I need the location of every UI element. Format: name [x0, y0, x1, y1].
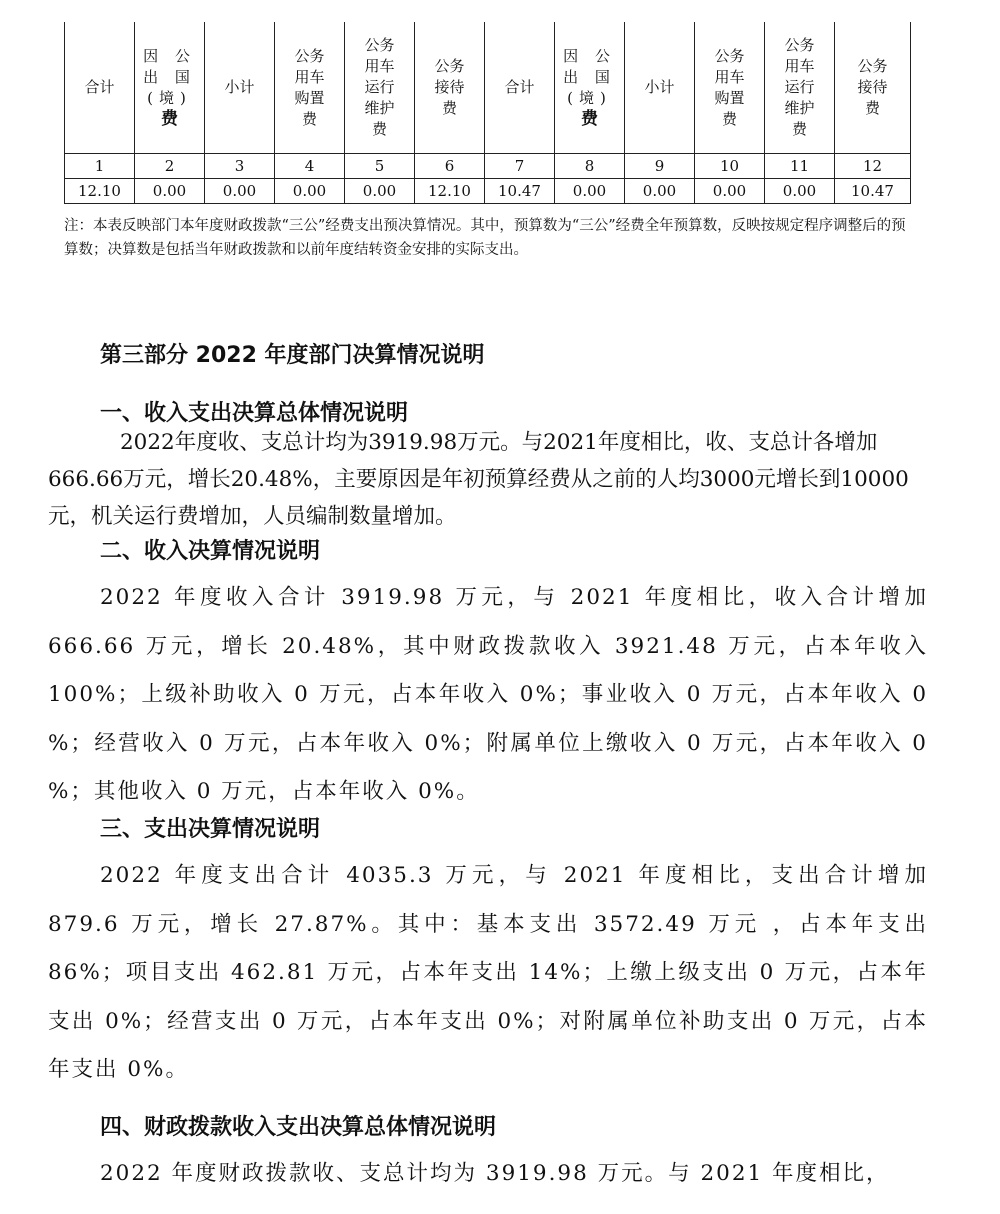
value-cell: 0.00 [695, 179, 765, 204]
value-cell: 0.00 [275, 179, 345, 204]
index-cell: 9 [625, 154, 695, 179]
index-cell: 12 [835, 154, 911, 179]
value-cell: 12.10 [65, 179, 135, 204]
header-cell: 小计 [205, 22, 275, 154]
index-cell: 2 [135, 154, 205, 179]
value-cell: 10.47 [835, 179, 911, 204]
three-public-expenses-table [64, 22, 911, 204]
index-cell: 11 [765, 154, 835, 179]
header-cell: 公务 接待 费 [415, 22, 485, 154]
header-cell: 合计 [65, 22, 135, 154]
index-cell: 7 [485, 154, 555, 179]
index-cell: 6 [415, 154, 485, 179]
index-cell: 1 [65, 154, 135, 179]
table-header-row [65, 22, 911, 154]
section-title: 一、收入支出决算总体情况说明 [100, 401, 409, 426]
header-cell: 公务 用车 运行 维护 费 [765, 22, 835, 154]
header-cell: 合计 [485, 22, 555, 154]
value-cell: 0.00 [625, 179, 695, 204]
section-title: 二、收入决算情况说明 [100, 539, 321, 564]
index-cell: 4 [275, 154, 345, 179]
header-cell: 公务 用车 购置 费 [275, 22, 345, 154]
section-body-text: 2022 年度支出合计 4035.3 万元，与 2021 年度相比，支出合计增加 879.6 万元，增长 27.87%。其中：基本支出 3572.49 万元 ，占本年支出 86%；项目支出 462.81 万元，占本年支出 14%；上缴上级支出 0 万元，占本年支出 0%；经营支出 0 万元，占本年支出 0%；对附属单位补助支出 0 万元，占本年支出 0%。 [48, 863, 928, 1082]
index-cell: 5 [345, 154, 415, 179]
value-cell: 0.00 [205, 179, 275, 204]
header-cell: 公务 用车 运行 维护 费 [345, 22, 415, 154]
value-cell: 0.00 [135, 179, 205, 204]
header-cell: 因 公 出 国 (境) 费 [135, 22, 205, 154]
part-title: 第三部分 2022 年度部门决算情况说明 [100, 343, 485, 368]
table-value-row [65, 179, 911, 204]
header-cell: 公务 用车 购置 费 [695, 22, 765, 154]
value-cell: 10.47 [485, 179, 555, 204]
section-body-text: 2022 年度财政拨款收、支总计均为 3919.98 万元。与 2021 年度相比， [100, 1161, 890, 1186]
index-cell: 8 [555, 154, 625, 179]
table-index-row [65, 154, 911, 179]
value-cell: 12.10 [415, 179, 485, 204]
value-cell: 0.00 [345, 179, 415, 204]
section-body [48, 1150, 928, 1199]
value-cell: 0.00 [555, 179, 625, 204]
section-body [48, 424, 928, 535]
section-body [48, 852, 928, 1095]
section-title: 三、支出决算情况说明 [100, 817, 321, 842]
value-cell: 0.00 [765, 179, 835, 204]
section-body-text: 2022年度收、支总计均为3919.98万元。与2021年度相比，收、支总计各增加666.66万元，增长20.48%，主要原因是年初预算经费从之前的人均3000元增长到10000元，机关运行费增加，人员编制数量增加。 [48, 430, 909, 529]
index-cell: 3 [205, 154, 275, 179]
table-note: 注：本表反映部门本年度财政拨款“三公”经费支出预决算情况。其中，预算数为“三公”经费全年预算数，反映按规定程序调整后的预算数；决算数是包括当年财政拨款和以前年度结转资金安排的实际支出。 [64, 218, 906, 258]
section-title: 四、财政拨款收入支出决算总体情况说明 [100, 1115, 497, 1140]
header-cell: 公务 接待 费 [835, 22, 911, 154]
header-cell: 小计 [625, 22, 695, 154]
section-body-text: 2022 年度收入合计 3919.98 万元，与 2021 年度相比，收入合计增加 666.66 万元，增长 20.48%，其中财政拨款收入 3921.48 万元，占本年收入 100%；上级补助收入 0 万元，占本年收入 0%；事业收入 0 万元，占本年收入 0 %；经营收入 0 万元，占本年收入 0%；附属单位上缴收入 0 万元，占本年收入 0 %；其他收入 0 万元，占本年收入 0%。 [48, 585, 928, 804]
index-cell: 10 [695, 154, 765, 179]
section-body [48, 574, 928, 817]
header-cell: 因 公 出 国 (境) 费 [555, 22, 625, 154]
